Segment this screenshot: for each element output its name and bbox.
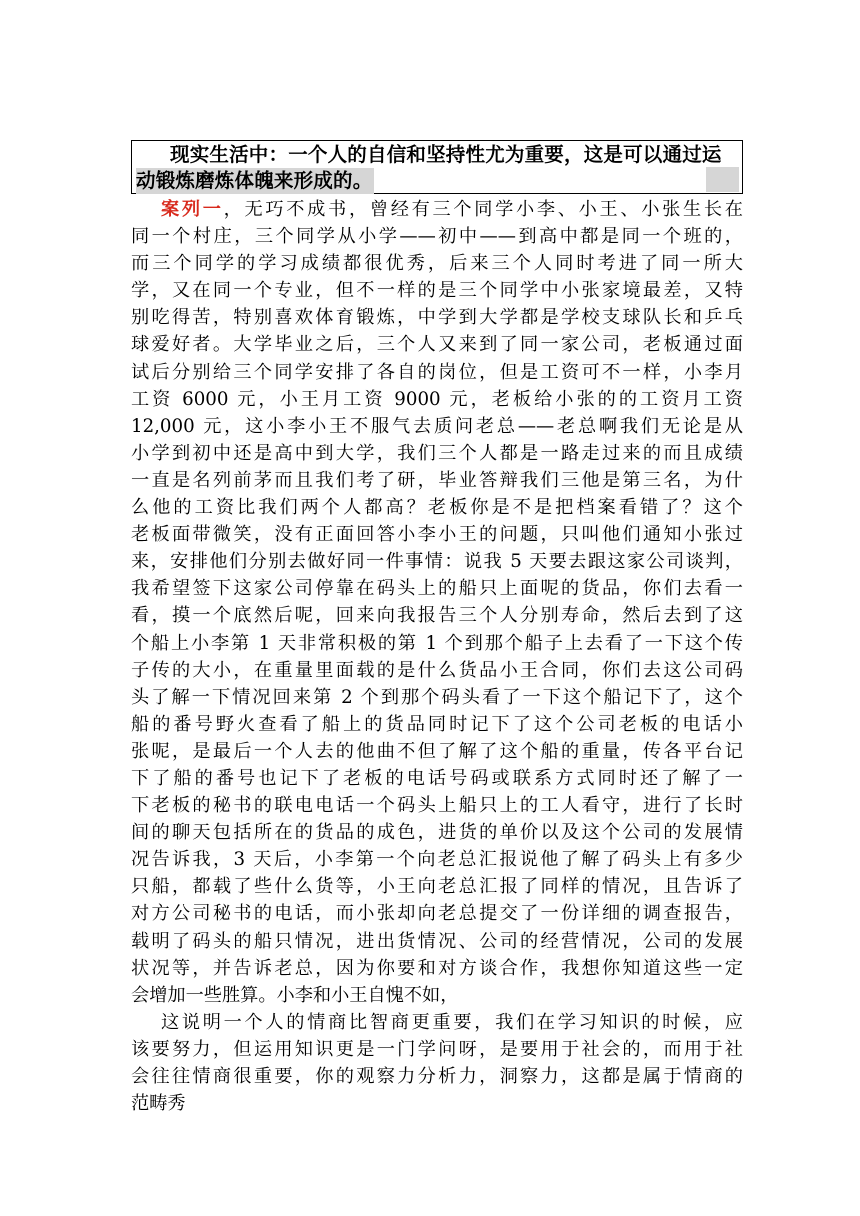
case-label: 案列一: [161, 199, 224, 220]
case-line: [131, 196, 743, 223]
highlight-strip: [706, 167, 739, 192]
case-line: 头了解一下情况回来第 2 个到那个码头看了一下这个船记下了，这个: [131, 686, 743, 708]
conclusion-line: 这说明一个人的情商比智商更重要，我们在学习知识的时候，应: [161, 1011, 743, 1033]
case-line: 而三个同学的学习成绩都很优秀，后来三个人同时考进了同一所大: [131, 253, 743, 275]
case-line: 状况等，并告诉老总，因为你要和对方谈合作，我想你知道这些一定: [131, 957, 743, 979]
case-line: 只船，都载了些什么货等，小王向老总汇报了同样的情况，且告诉了: [131, 876, 743, 898]
heading-line-2: 动锻炼磨炼体魄来形成的。: [136, 169, 373, 192]
case-line: 同一个村庄，三个同学从小学——初中——到高中都是同一个班的，: [131, 226, 743, 248]
case-line: 船的番号野火查看了船上的货品同时记下了这个公司老板的电话小: [131, 713, 743, 735]
case-line: 一直是名列前茅而且我们考了研，毕业答辩我们三他是第三名，为什: [131, 469, 743, 491]
case-line-text: ，无巧不成书，曾经有三个同学小李、小王、小张生长在: [223, 199, 743, 220]
conclusion-line: 范畴秀: [131, 1093, 186, 1115]
case-line: 下了船的番号也记下了老板的电话号码或联系方式同时还了解了一: [131, 767, 743, 789]
case-line: 小学到初中还是高中到大学，我们三个人都是一路走过来的而且成绩: [131, 442, 743, 464]
case-line: 我希望签下这家公司停靠在码头上的船只上面呢的货品，你们去看一: [131, 578, 743, 600]
case-line: 个船上小李第 1 天非常积极的第 1 个到那个船子上去看了一下这个传: [131, 632, 743, 654]
case-line: 别吃得苦，特别喜欢体育锻炼，中学到大学都是学校支球队长和乒乓: [131, 307, 743, 329]
conclusion-line: 会往往情商很重要，你的观察力分析力，洞察力，这都是属于情商的: [131, 1066, 743, 1087]
conclusion-line: 该要努力，但运用知识更是一门学问呀，是要用于社会的，而用于社: [131, 1038, 743, 1060]
boxed-heading: [131, 140, 743, 194]
case-line: 试后分别给三个同学安排了各自的岗位，但是工资可不一样，小李月: [131, 361, 743, 383]
heading-line-1: 现实生活中：一个人的自信和坚持性尤为重要，这是可以通过运: [170, 143, 722, 166]
case-line: 球爱好者。大学毕业之后，三个人又来到了同一家公司，老板通过面: [131, 334, 743, 356]
case-line: 张呢，是最后一个人去的他曲不但了解了这个船的重量，传各平台记: [131, 740, 743, 762]
case-line: 工资 6000 元，小王月工资 9000 元，老板给小张的的工资月工资: [131, 388, 743, 410]
case-line: 对方公司秘书的电话，而小张却向老总提交了一份详细的调查报告，: [131, 903, 743, 925]
case-one-paragraph: [131, 196, 743, 1117]
case-line: 载明了码头的船只情况，进出货情况、公司的经营情况，公司的发展: [131, 930, 743, 952]
case-line: 老板面带微笑，没有正面回答小李小王的问题，只叫他们通知小张过: [131, 524, 743, 546]
case-line: 会增加一些胜算。小李和小王自愧不如，: [131, 984, 459, 1006]
case-line: 看，摸一个底然后呢，回来向我报告三个人分别寿命，然后去到了这: [131, 605, 743, 627]
case-line: 12,000 元，这小李小王不服气去质问老总——老总啊我们无论是从: [131, 415, 743, 437]
case-line: 下老板的秘书的联电电话一个码头上船只上的工人看守，进行了长时: [131, 795, 743, 817]
case-line: 来，安排他们分别去做好同一件事情：说我 5 天要去跟这家公司谈判，: [131, 551, 743, 573]
case-line: 子传的大小，在重量里面载的是什么货品小王合同，你们去这公司码: [131, 659, 743, 681]
case-line: 间的聊天包括所在的货品的成色，进货的单价以及这个公司的发展情: [131, 822, 743, 844]
case-line: 况告诉我，3 天后，小李第一个向老总汇报说他了解了码头上有多少: [131, 849, 743, 871]
case-line: 么他的工资比我们两个人都高？老板你是不是把档案看错了？这个: [131, 497, 743, 519]
case-line: 学，又在同一个专业，但不一样的是三个同学中小张家境最差，又特: [131, 280, 743, 302]
